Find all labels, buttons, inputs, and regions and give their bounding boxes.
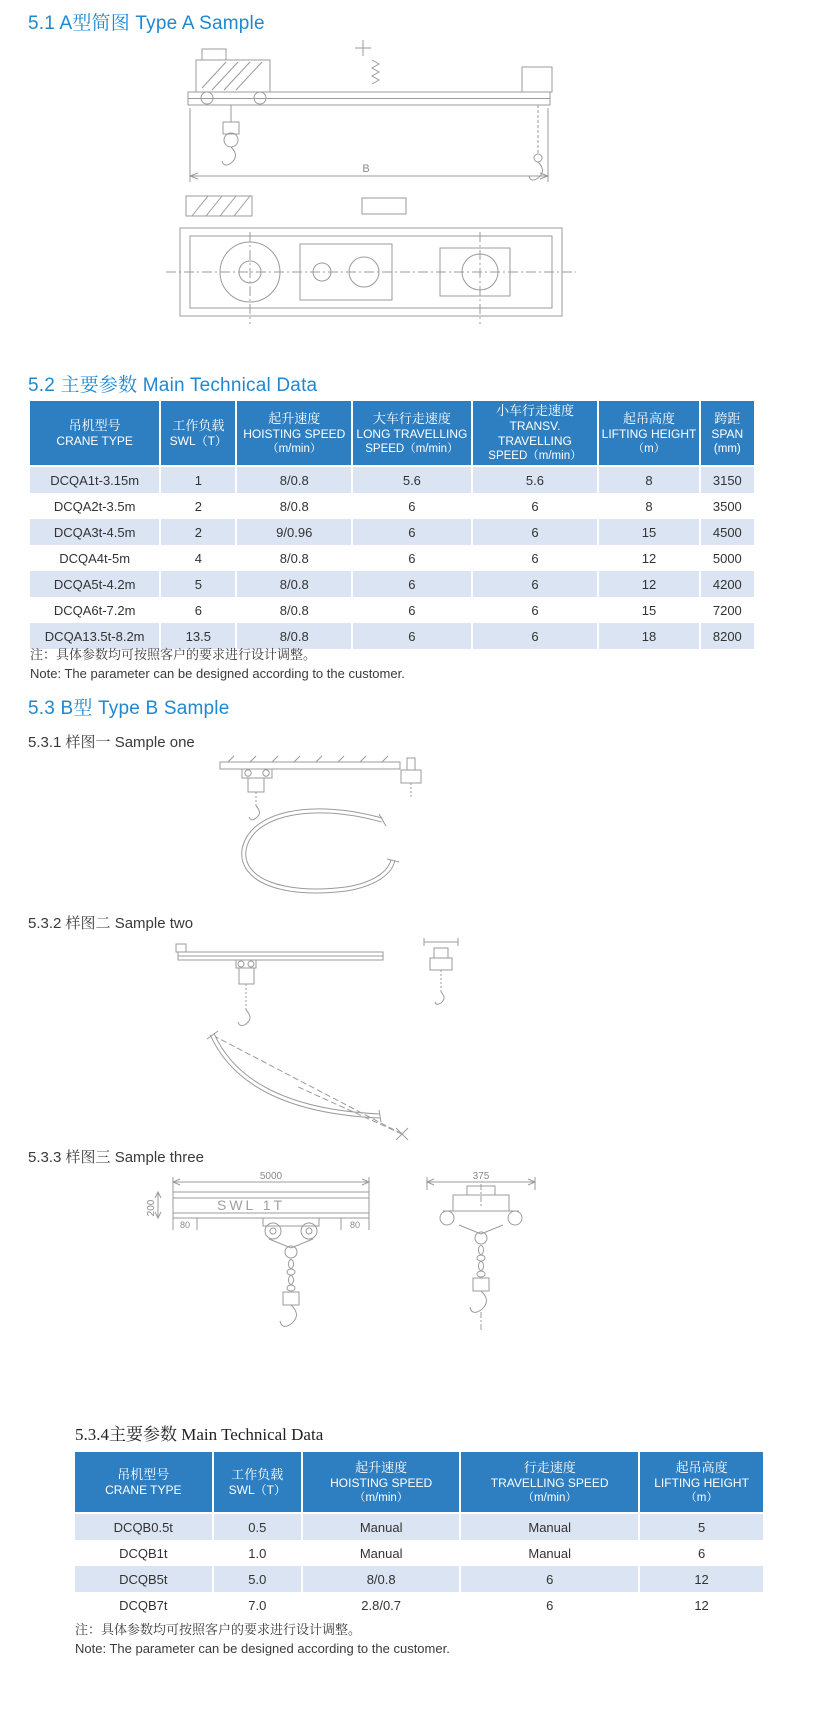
column-header: 起吊高度 LIFTING HEIGHT （m）	[639, 1452, 763, 1513]
dimension-label-80-right: 80	[349, 1220, 361, 1230]
table-cell: 6	[472, 545, 599, 571]
column-header: 行走速度 TRAVELLING SPEED （m/min）	[460, 1452, 639, 1513]
table-cell: DCQA5t-4.2m	[30, 571, 160, 597]
column-header: 吊机型号 CRANE TYPE	[30, 401, 160, 466]
table-cell: 18	[598, 623, 699, 649]
type-a-crane-drawing	[150, 36, 590, 346]
swl-stencil-label: SWL 1T	[217, 1197, 286, 1213]
section-5-3-heading: 5.3 B型 Type B Sample	[28, 698, 230, 719]
table-cell: 6	[472, 493, 599, 519]
sample-one-drawing	[150, 754, 490, 911]
column-header: 起升速度 HOISTING SPEED （m/min）	[236, 401, 352, 466]
note-zh: 注：具体参数均可按照客户的要求进行设计调整。	[30, 647, 317, 662]
table-cell: 6	[352, 623, 471, 649]
table-cell: 4500	[700, 519, 754, 545]
table-row	[30, 545, 754, 571]
sample-three-drawing	[145, 1172, 575, 1362]
table-cell: 5.0	[213, 1566, 302, 1592]
section-5-2-heading: 5.2 主要参数 Main Technical Data	[28, 375, 318, 396]
table-cell: 6	[472, 571, 599, 597]
table-cell: 4200	[700, 571, 754, 597]
table-cell: 7.0	[213, 1592, 302, 1618]
spring-symbol	[372, 60, 379, 84]
table-cell: 9/0.96	[236, 519, 352, 545]
table-cell: 2	[160, 493, 236, 519]
table-cell: DCQA13.5t-8.2m	[30, 623, 160, 649]
table-cell: Manual	[460, 1540, 639, 1566]
note-en: Note: The parameter can be designed according to the customer.	[30, 666, 405, 681]
table-cell: DCQA1t-3.15m	[30, 466, 160, 493]
table-row	[75, 1513, 763, 1540]
table-cell: 5.6	[472, 466, 599, 493]
table-cell: 8	[598, 493, 699, 519]
data-table	[30, 401, 754, 649]
table-cell: 4	[160, 545, 236, 571]
table-cell: 6	[352, 571, 471, 597]
table-cell: 2	[160, 519, 236, 545]
header-row	[30, 401, 754, 466]
column-header: 大车行走速度 LONG TRAVELLING SPEED（m/min）	[352, 401, 471, 466]
section-5-3-2-label: 5.3.2 样图二 Sample two	[28, 915, 194, 932]
note-en: Note: The parameter can be designed according to the customer.	[75, 1641, 450, 1656]
header-row	[75, 1452, 763, 1513]
dimension-label-80-left: 80	[179, 1220, 191, 1230]
table-cell: 8/0.8	[236, 545, 352, 571]
table-cell: 1.0	[213, 1540, 302, 1566]
table-cell: 8	[598, 466, 699, 493]
table-row	[30, 571, 754, 597]
table-cell: 12	[598, 545, 699, 571]
table-cell: 1	[160, 466, 236, 493]
table-row	[30, 466, 754, 493]
table-cell: 7200	[700, 597, 754, 623]
dimension-label-height: 200	[146, 1199, 157, 1217]
table-cell: 12	[598, 571, 699, 597]
table-cell: 6	[352, 545, 471, 571]
dimension-label-375: 375	[472, 1172, 490, 1182]
table-cell: 8200	[700, 623, 754, 649]
column-header: 工作负载 SWL（T）	[160, 401, 236, 466]
table-cell: DCQB7t	[119, 1597, 168, 1613]
column-header: 跨距 SPAN (mm)	[700, 401, 754, 466]
section-5-3-4-heading: 5.3.4主要参数 Main Technical Data	[75, 1425, 324, 1444]
table-cell: Manual	[302, 1540, 460, 1566]
section-5-1-heading: 5.1 A型简图 Type A Sample	[28, 13, 265, 34]
table-cell: 8/0.8	[236, 571, 352, 597]
table-cell: 6	[472, 597, 599, 623]
table-cell: 6	[472, 623, 599, 649]
table-cell: DCQA3t-4.5m	[30, 519, 160, 545]
table-cell: 8/0.8	[236, 466, 352, 493]
table-cell: 8/0.8	[236, 493, 352, 519]
table-cell: 6	[639, 1540, 763, 1566]
note-zh: 注：具体参数均可按照客户的要求进行设计调整。	[75, 1622, 362, 1637]
sample-two-drawing	[150, 938, 490, 1145]
table-row	[75, 1566, 763, 1592]
column-header: 小车行走速度 TRANSV. TRAVELLING SPEED（m/min）	[472, 401, 599, 466]
type-b-technical-data-table	[75, 1452, 763, 1618]
table-cell: 8/0.8	[236, 597, 352, 623]
section-5-3-1-label: 5.3.1 样图一 Sample one	[28, 734, 195, 751]
table-cell: 12	[639, 1566, 763, 1592]
column-header: 起升速度 HOISTING SPEED （m/min）	[302, 1452, 460, 1513]
table-cell: 6	[352, 519, 471, 545]
table-cell: DCQA2t-3.5m	[53, 498, 136, 514]
table-row	[30, 493, 754, 519]
column-header: 吊机型号 CRANE TYPE	[75, 1452, 213, 1513]
column-header: 起吊高度 LIFTING HEIGHT （m）	[598, 401, 699, 466]
data-table	[75, 1452, 763, 1618]
table-cell: 5	[639, 1513, 763, 1540]
table-cell: 2.8/0.7	[302, 1592, 460, 1618]
type-a-technical-data-table	[30, 401, 754, 649]
column-header: 工作负载 SWL（T）	[213, 1452, 302, 1513]
table-cell: 6	[352, 493, 471, 519]
table-cell: 6	[472, 519, 599, 545]
table-cell: 8/0.8	[302, 1566, 460, 1592]
table-cell: 8/0.8	[236, 623, 352, 649]
table-cell: 6	[160, 597, 236, 623]
table-cell: 3150	[700, 466, 754, 493]
table-cell: 6	[460, 1566, 639, 1592]
table-cell: 13.5	[160, 623, 236, 649]
table-cell: 6	[460, 1592, 639, 1618]
dimension-label-b: B	[362, 163, 370, 175]
table-row	[30, 519, 754, 545]
table-cell: 15	[598, 597, 699, 623]
table-cell: DCQA6t-7.2m	[53, 602, 136, 618]
table-a-note	[30, 645, 405, 683]
table-cell: Manual	[460, 1513, 639, 1540]
table-cell: 3500	[700, 493, 754, 519]
table-cell: 5.6	[352, 466, 471, 493]
table-cell: 0.5	[213, 1513, 302, 1540]
table-cell: 5	[160, 571, 236, 597]
table-cell: 15	[598, 519, 699, 545]
table-cell: DCQB1t	[119, 1545, 168, 1561]
table-row	[75, 1592, 763, 1618]
table-cell: 12	[639, 1592, 763, 1618]
table-cell: Manual	[302, 1513, 460, 1540]
section-5-3-3-label: 5.3.3 样图三 Sample three	[28, 1149, 204, 1166]
table-row	[75, 1540, 763, 1566]
table-cell: 5000	[700, 545, 754, 571]
table-b-note	[75, 1620, 450, 1658]
table-cell: DCQB5t	[75, 1566, 213, 1592]
table-cell: 6	[352, 597, 471, 623]
table-row	[30, 597, 754, 623]
table-cell: DCQA4t-5m	[59, 550, 131, 566]
table-cell: DCQB0.5t	[75, 1513, 213, 1540]
crosshair-symbol	[355, 40, 371, 56]
dimension-label-span: 5000	[259, 1172, 283, 1182]
